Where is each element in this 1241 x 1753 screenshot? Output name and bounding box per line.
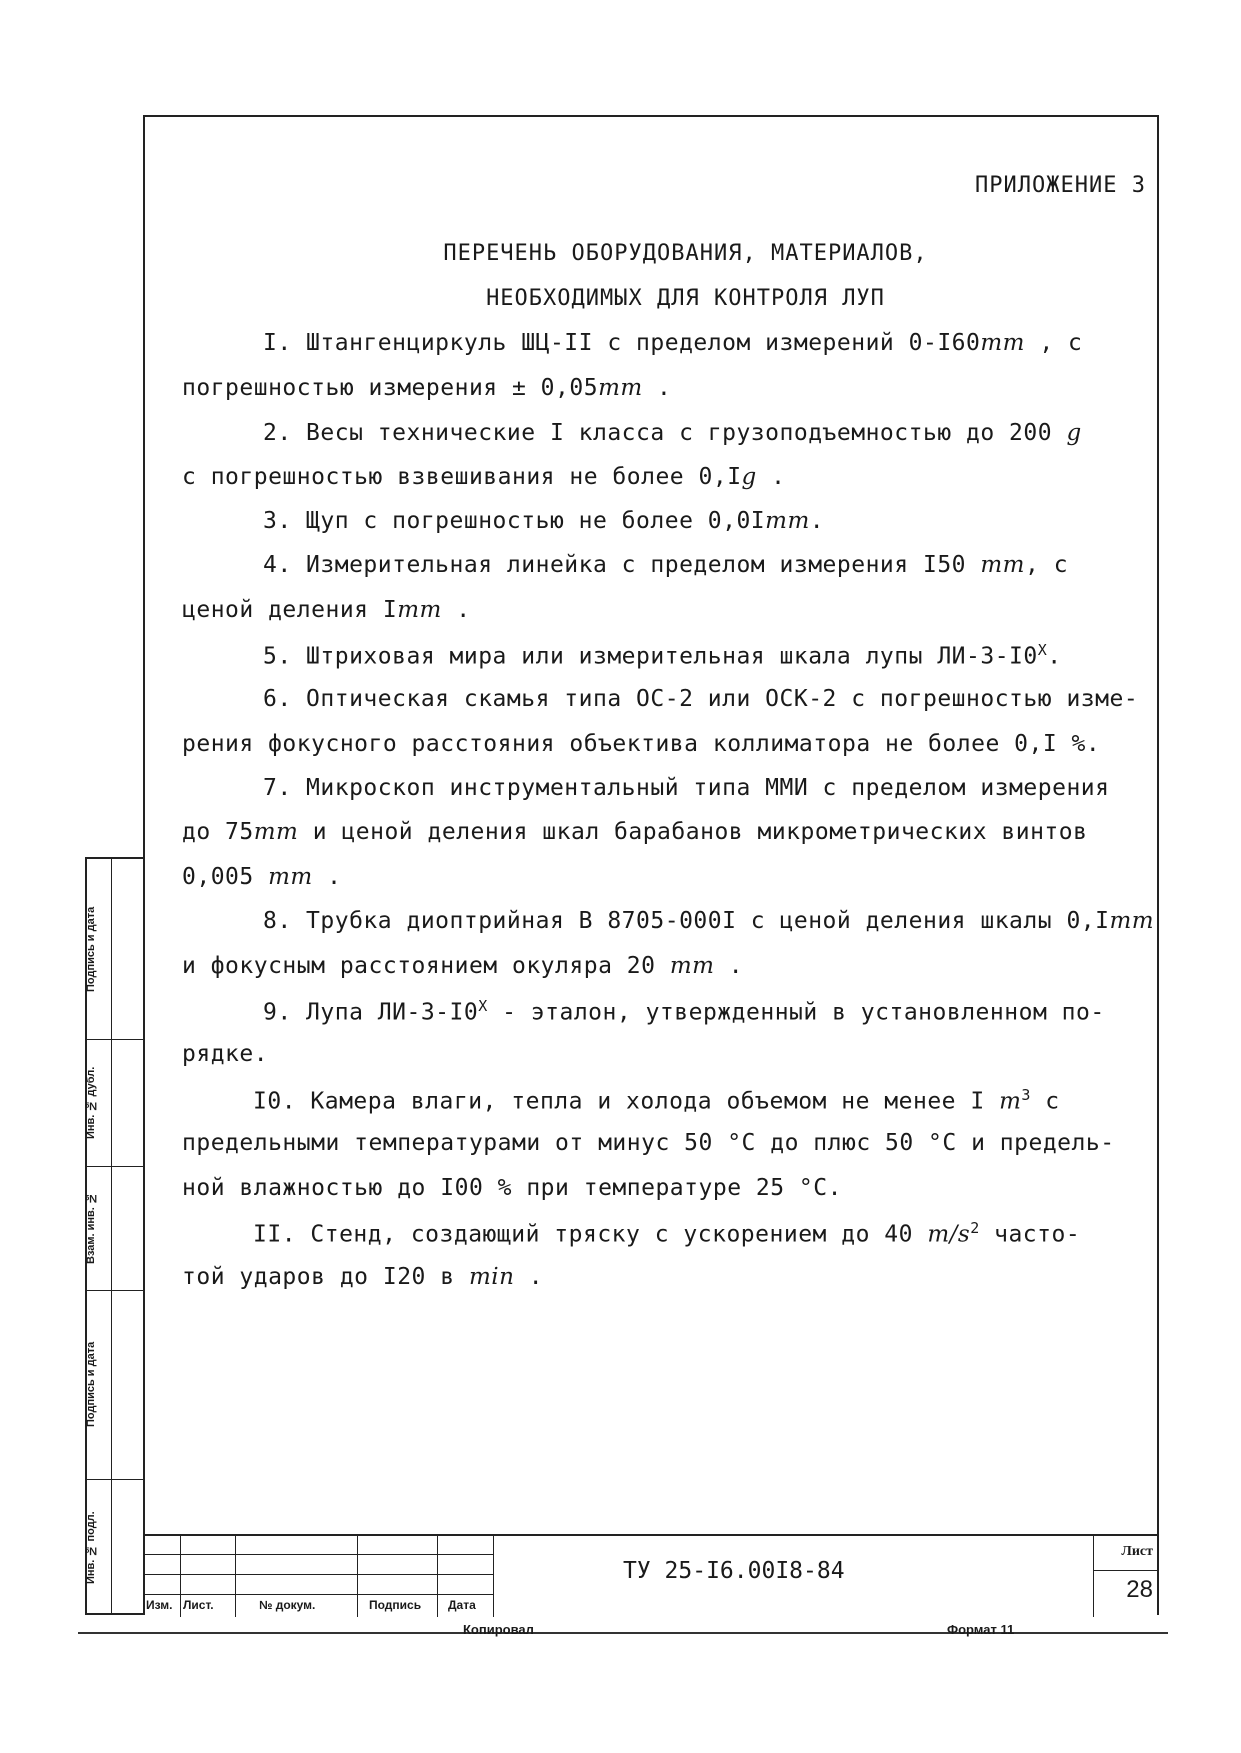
item-1-line-2: погрешностью измерения ± 0,05mm . bbox=[182, 375, 672, 401]
title-block-row-line bbox=[143, 1574, 493, 1575]
item-2-line-2: с погрешностью взвешивания не более 0,Ig . bbox=[182, 464, 786, 490]
side-stamp-divider bbox=[87, 1479, 145, 1480]
sheet-number: 28 bbox=[1126, 1576, 1153, 1603]
item-4-line-2: ценой деления Imm . bbox=[182, 597, 471, 623]
footer-copied: Копировал bbox=[463, 1622, 534, 1637]
title-block-col-line bbox=[1093, 1536, 1094, 1617]
item-4-line-1: 4. Измерительная линейка с пределом измерения I50 mm, с bbox=[263, 552, 1069, 578]
item-7-line-2: до 75mm и ценой деления шкал барабанов микрометрических винтов bbox=[182, 819, 1088, 845]
title-block-col-line bbox=[235, 1536, 236, 1617]
document-title-line-2: НЕОБХОДИМЫХ ДЛЯ КОНТРОЛЯ ЛУП bbox=[486, 286, 885, 311]
item-6-line-1: 6. Оптическая скамья типа ОС-2 или ОСК-2 с погрешностью изме- bbox=[263, 686, 1139, 712]
side-stamp-divider bbox=[87, 1166, 145, 1167]
title-block-row-line bbox=[143, 1594, 493, 1595]
sheet-label: Лист bbox=[1121, 1544, 1153, 1559]
item-11-line-1: II. Стенд, создающий тряску с ускорением до 40 $m/s^2$ часто- bbox=[253, 1219, 1081, 1248]
item-10-line-3: ной влажностью до I00 % при температуре 25 °С. bbox=[182, 1175, 842, 1201]
strip-replaced-inventory: Взам. инв. № bbox=[85, 1192, 97, 1265]
item-5: 5. Штриховая мира или измерительная шкала лупы $ЛИ-3-I0^X$. bbox=[263, 641, 1062, 670]
footer-format: Формат 11 bbox=[947, 1622, 1015, 1637]
item-8-line-2: и фокусным расстоянием окуляра 20 mm . bbox=[182, 953, 744, 979]
label-sheet: Лист. bbox=[183, 1598, 214, 1612]
item-10-line-1: I0. Камера влаги, тепла и холода объемом не менее I $m^3$ с bbox=[253, 1086, 1060, 1115]
item-11-line-2: той ударов до I20 в min . bbox=[182, 1264, 544, 1290]
item-3: 3. Щуп с погрешностью не более 0,0Imm. bbox=[263, 508, 825, 534]
item-9-line-2: рядке. bbox=[182, 1041, 269, 1067]
strip-signature-date-bottom: Подпись и дата bbox=[85, 1341, 97, 1427]
item-2-line-1: 2. Весы технические I класса с грузоподъемностью до 200 g bbox=[263, 420, 1082, 446]
item-7-line-3: 0,005 mm . bbox=[182, 864, 342, 890]
item-7-line-1: 7. Микроскоп инструментальный типа ММИ с пределом измерения bbox=[263, 775, 1110, 801]
item-8-line-1: 8. Трубка диоптрийная В 8705-000I с ценой деления шкалы 0,Imm bbox=[263, 908, 1155, 934]
item-1-line-1: I. Штангенциркуль ШЦ-II с пределом измерений 0-I60mm , с bbox=[263, 330, 1083, 356]
document-code: ТУ 25-I6.00I8-84 bbox=[623, 1558, 845, 1584]
strip-duplicate-inventory: Инв. № дубл. bbox=[85, 1066, 97, 1139]
strip-signature-date-top: Подпись и дата bbox=[85, 906, 97, 993]
title-block-col-line bbox=[180, 1536, 181, 1617]
label-signature: Подпись bbox=[369, 1598, 422, 1612]
title-block-col-line bbox=[357, 1536, 358, 1617]
document-title-line-1: ПЕРЕЧЕНЬ ОБОРУДОВАНИЯ, МАТЕРИАЛОВ, bbox=[443, 241, 928, 266]
side-stamp-strip bbox=[85, 857, 143, 1615]
appendix-label: ПРИЛОЖЕНИЕ 3 bbox=[975, 173, 1146, 198]
side-stamp-divider bbox=[87, 1290, 145, 1291]
title-block-col-line bbox=[437, 1536, 438, 1617]
label-document-number: № докум. bbox=[259, 1598, 316, 1612]
title-block bbox=[143, 1534, 1159, 1617]
item-6-line-2: рения фокусного расстояния объектива коллиматора не более 0,I %. bbox=[182, 731, 1101, 757]
sheet-cell-divider bbox=[1093, 1570, 1159, 1571]
strip-original-inventory: Инв. № подл. bbox=[85, 1511, 97, 1585]
title-block-col-line bbox=[493, 1536, 494, 1617]
side-stamp-divider bbox=[87, 1039, 145, 1040]
item-10-line-2: предельными температурами от минус 50 °С до плюс 50 °С и предель- bbox=[182, 1130, 1115, 1156]
label-date: Дата bbox=[448, 1598, 476, 1612]
label-change: Изм. bbox=[146, 1598, 173, 1612]
item-9-line-1: 9. Лупа $ЛИ-3-I0^X$ - эталон, утвержденный в установленном по- bbox=[263, 997, 1105, 1026]
title-block-row-line bbox=[143, 1554, 493, 1555]
